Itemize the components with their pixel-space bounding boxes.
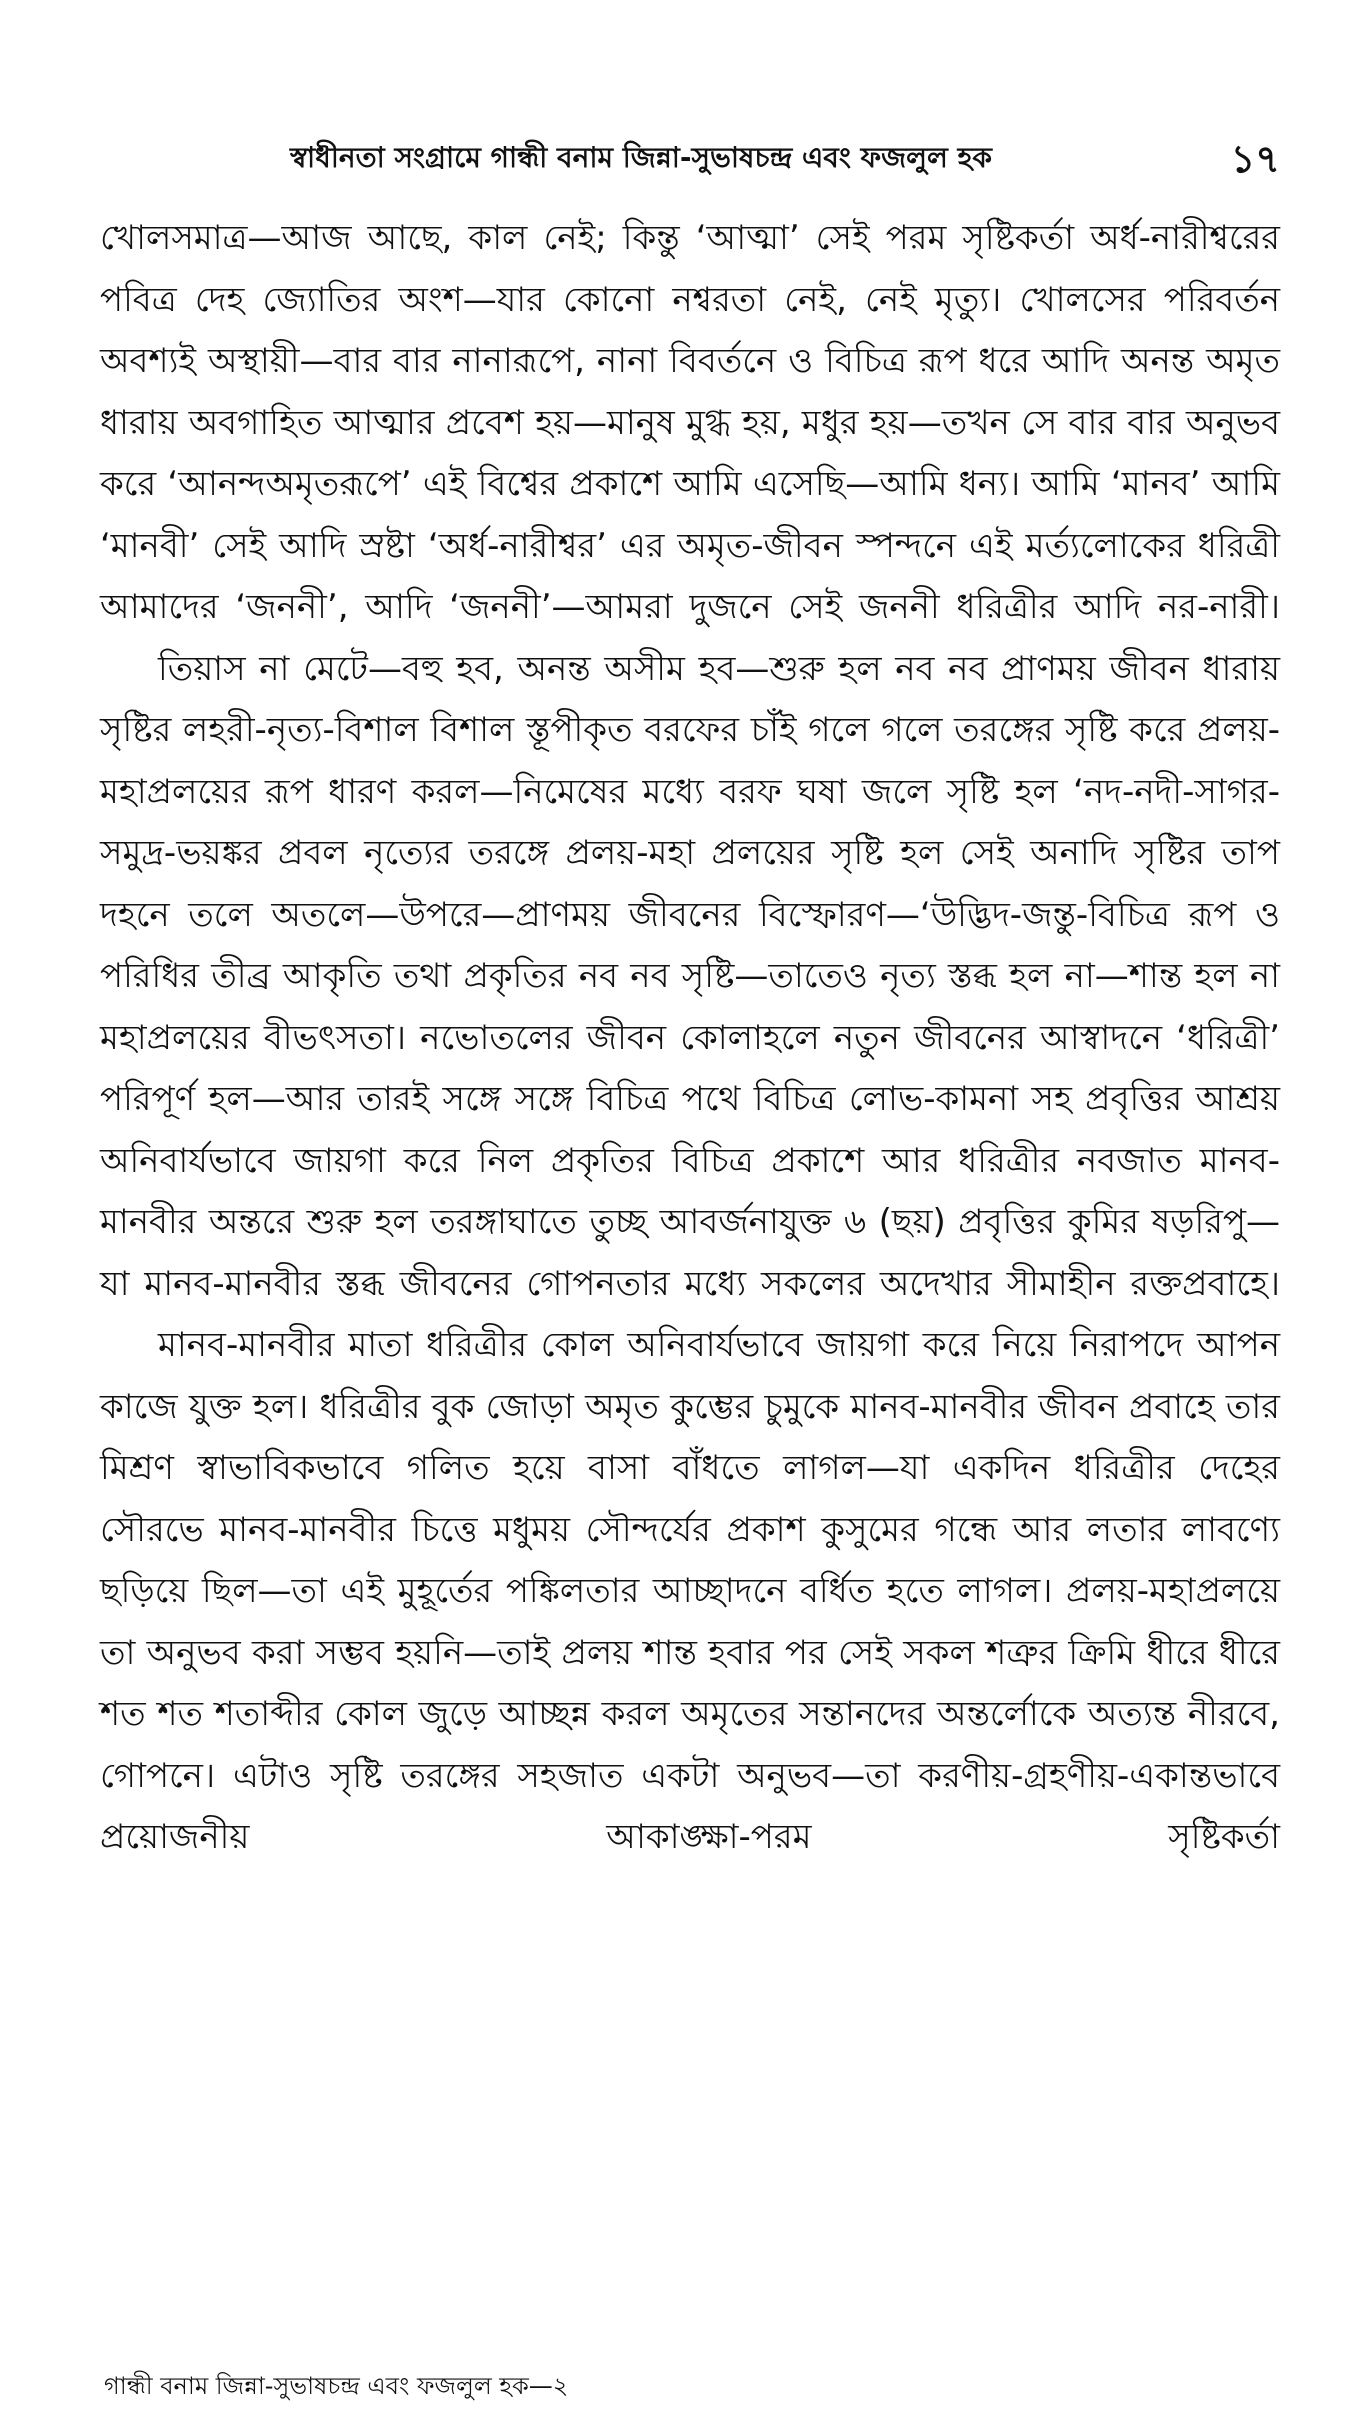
paragraph-1: খোলসমাত্র—আজ আছে, কাল নেই; কিন্তু ‘আত্মা’ সেই পরম সৃষ্টিকর্তা অর্ধ-নারীশ্বরের পবিত্র দেহ জ্যোতির অংশ—যার কোনো নশ্বরতা নেই, নেই মৃত্যু। খোলসের পরিবর্তন অবশ্যই অস্থায়ী—বার বার নানারূপে, নানা বিবর্তনে ও বিচিত্র রূপ ধরে আদি অনন্ত অমৃত ধারায় অবগাহিত আত্মার প্রবেশ হয়—মানুষ মুগ্ধ হয়, মধুর হয়—তখন সে বার বার অনুভব করে ‘আনন্দঅমৃতরূপে’ এই বিশ্বের প্রকাশে আমি এসেছি—আমি ধন্য। আমি ‘মানব’ আমি ‘মানবী’ সেই আদি স্রষ্টা ‘অর্ধ-নারীশ্বর’ এর অমৃত-জীবন স্পন্দনে এই মর্ত্যলোকের ধরিত্রী আমাদের ‘জননী’, আদি ‘জননী’—আমরা দুজনে সেই জননী ধরিত্রীর আদি নর-নারী। [100, 218, 1280, 627]
page-number: ১৭ [1230, 137, 1280, 181]
body-text [100, 208, 1280, 1869]
running-head [100, 130, 1280, 190]
paragraph-3: মানব-মানবীর মাতা ধরিত্রীর কোল অনিবার্যভাবে জায়গা করে নিয়ে নিরাপদে আপন কাজে যুক্ত হল। ধরিত্রীর বুক জোড়া অমৃত কুম্ভের চুমুকে মানব-মানবীর জীবন প্রবাহে তার মিশ্রণ স্বাভাবিকভাবে গলিত হয়ে বাসা বাঁধতে লাগল—যা একদিন ধরিত্রীর দেহের সৌরভে মানব-মানবীর চিত্তে মধুময় সৌন্দর্যের প্রকাশ কুসুমের গন্ধে আর লতার লাবণ্যে ছড়িয়ে ছিল—তা এই মুহূর্তের পঙ্কিলতার আচ্ছাদনে বর্ধিত হতে লাগল। প্রলয়-মহাপ্রলয়ে তা অনুভব করা সম্ভব হয়নি—তাই প্রলয় শান্ত হবার পর সেই সকল শত্রুর ক্রিমি ধীরে ধীরে শত শত শতাব্দীর কোল জুড়ে আচ্ছন্ন করল অমৃতের সন্তানদের অন্তর্লোকে অত্যন্ত নীরবে, গোপনে। এটাও সৃষ্টি তরঙ্গের সহজাত একটা অনুভব—তা করণীয়-গ্রহণীয়-একান্তভাবে প্রয়োজনীয় আকাঙ্ক্ষা-পরম সৃষ্টিকর্তা [100, 1325, 1280, 1857]
running-title: স্বাধীনতা সংগ্রামে গান্ধী বনাম জিন্না-সুভাষচন্দ্র এবং ফজলুল হক [290, 141, 992, 174]
footer-signature: গান্ধী বনাম জিন্না-সুভাষচন্দ্র এবং ফজলুল হক—২ [104, 2372, 569, 2400]
paragraph-2: তিয়াস না মেটে—বহু হব, অনন্ত অসীম হব—শুরু হল নব নব প্রাণময় জীবন ধারায় সৃষ্টির লহরী-নৃত্য-বিশাল বিশাল স্তূপীকৃত বরফের চাঁই গলে গলে তরঙ্গের সৃষ্টি করে প্রলয়-মহাপ্রলয়ের রূপ ধারণ করল—নিমেষের মধ্যে বরফ ঘষা জলে সৃষ্টি হল ‘নদ-নদী-সাগর-সমুদ্র-ভয়ঙ্কর প্রবল নৃত্যের তরঙ্গে প্রলয়-মহা প্রলয়ের সৃষ্টি হল সেই অনাদি সৃষ্টির তাপ দহনে তলে অতলে—উপরে—প্রাণময় জীবনের বিস্ফোরণ—‘উদ্ভিদ-জন্তু-বিচিত্র রূপ ও পরিধির তীব্র আকৃতি তথা প্রকৃতির নব নব সৃষ্টি—তাতেও নৃত্য স্তব্ধ হল না—শান্ত হল না মহাপ্রলয়ের বীভৎসতা। নভোতলের জীবন কোলাহলে নতুন জীবনের আস্বাদনে ‘ধরিত্রী’ পরিপূর্ণ হল—আর তারই সঙ্গে সঙ্গে বিচিত্র পথে বিচিত্র লোভ-কামনা সহ প্রবৃত্তির আশ্রয় অনিবার্যভাবে জায়গা করে নিল প্রকৃতির বিচিত্র প্রকাশে আর ধরিত্রীর নবজাত মানব-মানবীর অন্তরে শুরু হল তরঙ্গাঘাতে তুচ্ছ আবর্জনাযুক্ত ৬ (ছয়) প্রবৃত্তির কুমির ষড়রিপু—যা মানব-মানবীর স্তব্ধ জীবনের গোপনতার মধ্যে সকলের অদেখার সীমাহীন রক্তপ্রবাহে। [100, 648, 1280, 1304]
